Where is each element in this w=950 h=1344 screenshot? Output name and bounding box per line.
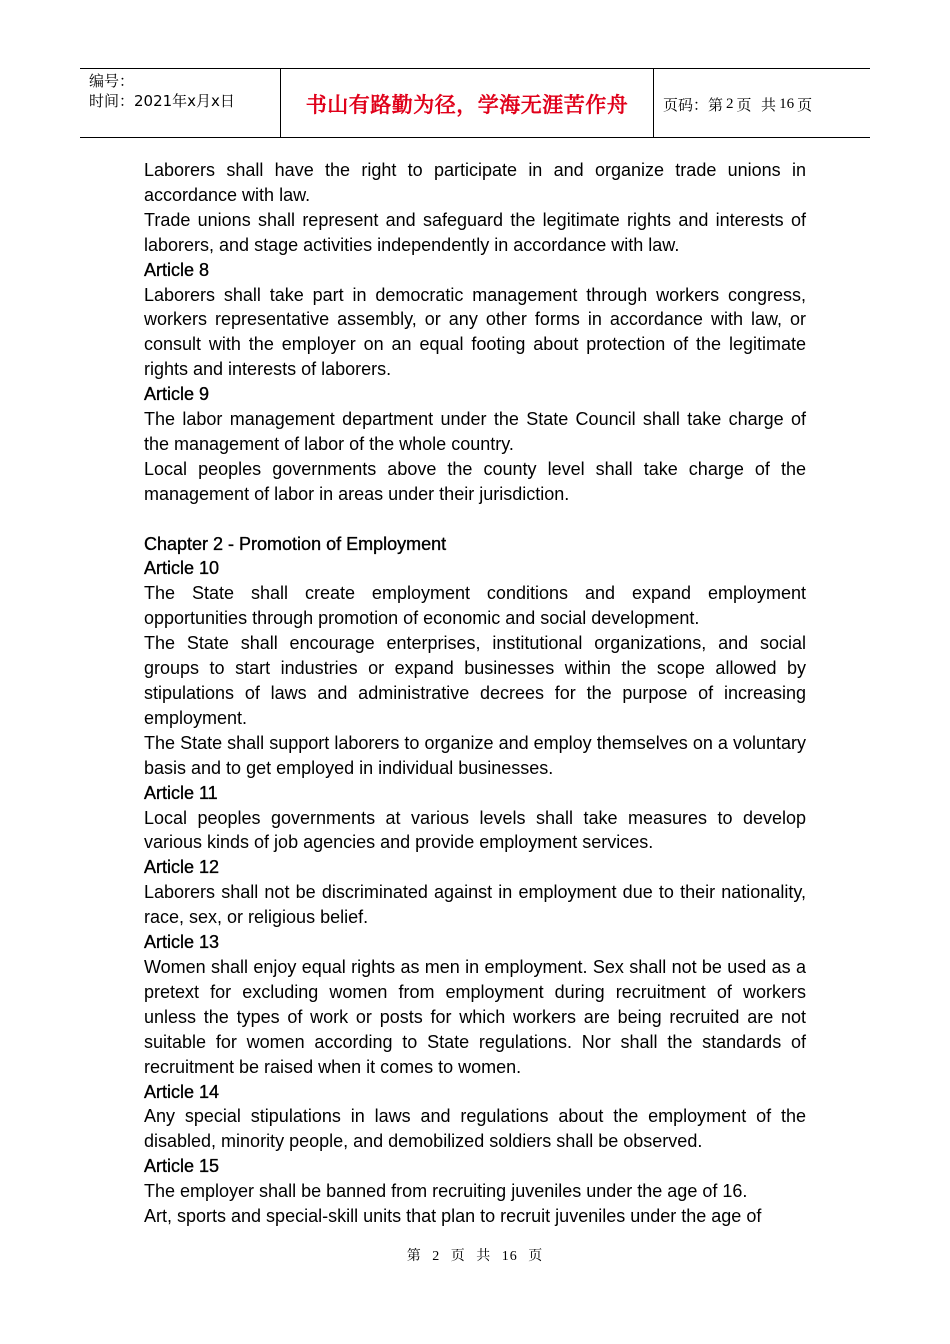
page-footer bbox=[0, 1245, 950, 1265]
section-heading: Article 12 bbox=[144, 857, 220, 878]
header-page-current: 2 bbox=[726, 95, 734, 112]
section-heading: Article 14 bbox=[144, 1081, 220, 1102]
body-paragraph: The State shall create employment conditions and expand employment opportunities through promotion of economic and social development. bbox=[144, 583, 806, 629]
footer-ye: 页 bbox=[450, 1249, 466, 1264]
section-heading: Article 10 bbox=[144, 558, 220, 579]
section-heading: Article 8 bbox=[144, 259, 210, 280]
header-page-mid: 页 共 bbox=[736, 95, 777, 114]
body-paragraph: The State shall support laborers to organize and employ themselves on a voluntary basis and to get employed in individual businesses. bbox=[144, 732, 806, 778]
header-motto: 书山有路勤为径，学海无涯苦作舟 bbox=[281, 69, 654, 137]
section-heading: Chapter 2 - Promotion of Employment bbox=[144, 533, 447, 554]
footer-ye-end: 页 bbox=[528, 1249, 544, 1264]
body-paragraph: The labor management department under the State Council shall take charge of the management of labor of the whole country. bbox=[144, 409, 806, 454]
body-paragraph: Local peoples governments at various levels shall take measures to develop various kinds of job agencies and provide employment services. bbox=[144, 807, 806, 853]
footer-page-total: 16 bbox=[501, 1249, 518, 1264]
body-paragraph: Laborers shall have the right to participate in and organize trade unions in accordance with law. bbox=[144, 160, 806, 205]
body-paragraph: Trade unions shall represent and safeguard the legitimate rights and interests of laborers, and stage activities independently in accordance with law. bbox=[144, 209, 806, 255]
body-paragraph: Laborers shall not be discriminated against in employment due to their nationality, race, sex, or religious belief. bbox=[144, 882, 806, 928]
body-paragraph: Art, sports and special-skill units that plan to recruit juveniles under the age of bbox=[144, 1206, 762, 1227]
paragraph-gap bbox=[144, 507, 806, 532]
body-paragraph: Any special stipulations in laws and regulations about the employment of the disabled, minority people, and demobilized soldiers shall be observed. bbox=[144, 1106, 806, 1152]
footer-page-current: 2 bbox=[432, 1249, 441, 1264]
body-paragraph: The State shall encourage enterprises, institutional organizations, and social groups to start industries or expand businesses within the scope allowed by stipulations of laws and administrative decrees for the purpose of increasing employment. bbox=[144, 633, 806, 728]
body-paragraph: Local peoples governments above the county level shall take charge of the management of labor in areas under their jurisdiction. bbox=[144, 458, 806, 504]
body-paragraph: Women shall enjoy equal rights as men in employment. Sex shall not be used as a pretext for excluding women from employment during recruitment of workers unless the types of work or posts for which workers are being recruited are not suitable for women according to State regulations. Nor shall the standards of recruitment be raised when it comes to women. bbox=[144, 956, 806, 1077]
page-header bbox=[80, 68, 870, 138]
body-paragraph: The employer shall be banned from recruiting juveniles under the age of 16. bbox=[144, 1181, 748, 1202]
footer-gong: 共 bbox=[476, 1249, 492, 1264]
document-date-label: 时间：2021年x月x日 bbox=[89, 92, 235, 110]
header-page-number bbox=[654, 69, 870, 137]
header-meta-cell bbox=[80, 69, 281, 137]
section-heading: Article 15 bbox=[144, 1156, 220, 1177]
footer-di: 第 bbox=[406, 1249, 422, 1264]
header-page-total: 16 bbox=[779, 95, 795, 112]
header-page-prefix: 页码：第 bbox=[663, 95, 724, 114]
header-page-suffix: 页 bbox=[797, 95, 813, 114]
document-code-label: 编号： bbox=[89, 72, 135, 90]
document-body bbox=[144, 158, 806, 1229]
body-paragraph: Laborers shall take part in democratic management through workers congress, workers representative assembly, or any other forms in accordance with law, or consult with the employer on an equal footing about protection of the legitimate rights and interests of laborers. bbox=[144, 284, 806, 380]
section-heading: Article 11 bbox=[144, 782, 218, 803]
section-heading: Article 9 bbox=[144, 384, 210, 405]
section-heading: Article 13 bbox=[144, 932, 220, 953]
